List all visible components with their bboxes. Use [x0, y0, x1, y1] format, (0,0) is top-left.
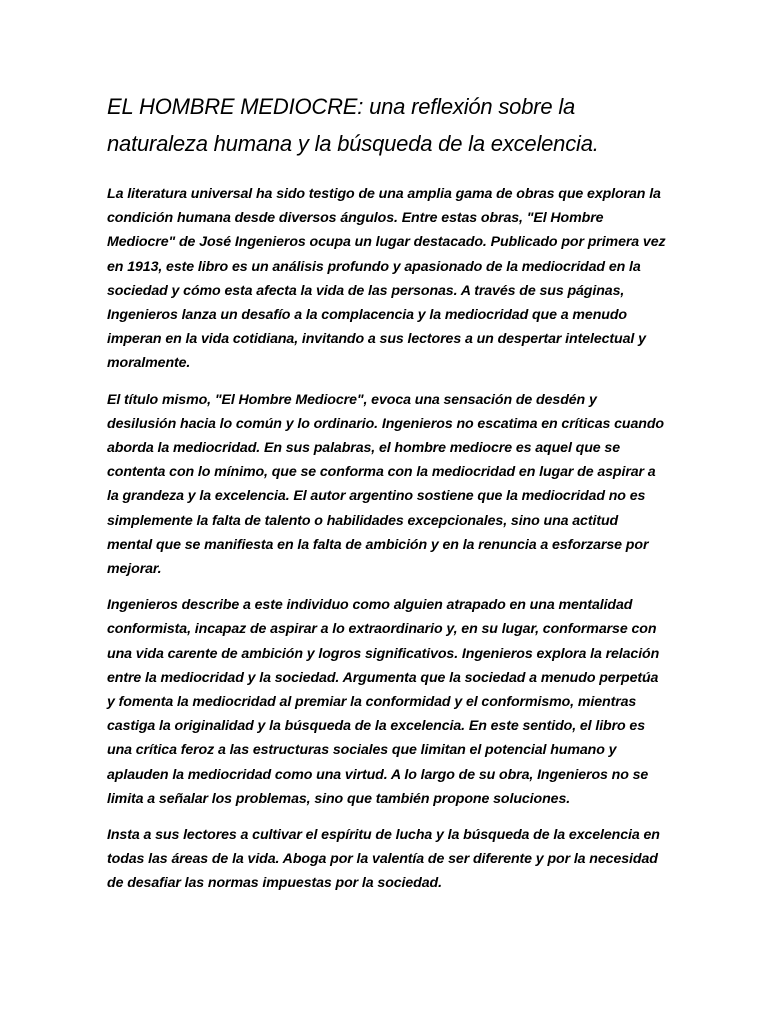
- paragraph-2: El título mismo, "El Hombre Mediocre", evoca una sensación de desdén y desilusión hacia lo común y lo ordinario. Ingenieros no escatima en críticas cuando aborda la mediocridad. En sus palabras, el hombre mediocre es aquel que se contenta con lo mínimo, que se conforma con la mediocridad en lugar de aspirar a la grandeza y la excelencia. El autor argentino sostiene que la mediocridad no es simplemente la falta de talento o habilidades excepcionales, sino una actitud mental que se manifiesta en la falta de ambición y en la renuncia a esforzarse por mejorar.: [107, 391, 664, 578]
- document-page: [107, 88, 667, 908]
- paragraph-3: Ingenieros describe a este individuo como alguien atrapado en una mentalidad conformista, incapaz de aspirar a lo extraordinario y, en su lugar, conformarse con una vida carente de ambición y logros significativos. Ingenieros explora la relación entre la mediocridad y la sociedad. Argumenta que la sociedad a menudo perpetúa y fomenta la mediocridad al premiar la conformidad y el conformismo, mientras castiga la originalidad y la búsqueda de la excelencia. En este sentido, el libro es una crítica feroz a las estructuras sociales que limitan el potencial humano y aplauden la mediocridad como una virtud. A lo largo de su obra, Ingenieros no se limita a señalar los problemas, sino que también propone soluciones.: [107, 597, 660, 807]
- document-title: EL HOMBRE MEDIOCRE: una reflexión sobre la naturaleza humana y la búsqueda de la excelencia.: [107, 94, 599, 156]
- paragraph-4: Insta a sus lectores a cultivar el espíritu de lucha y la búsqueda de la excelencia en todas las áreas de la vida. Aboga por la valentía de ser diferente y por la necesidad de desafiar las normas impuestas por la sociedad.: [107, 827, 660, 892]
- paragraph-1: La literatura universal ha sido testigo de una amplia gama de obras que exploran la condición humana desde diversos ángulos. Entre estas obras, "El Hombre Mediocre" de José Ingenieros ocupa un lugar destacado. Publicado por primera vez en 1913, este libro es un análisis profundo y apasionado de la mediocridad en la sociedad y cómo esta afecta la vida de las personas. A través de sus páginas, Ingenieros lanza un desafío a la complacencia y la mediocridad que a menudo imperan en la vida cotidiana, invitando a sus lectores a un despertar intelectual y moralmente.: [107, 186, 666, 372]
